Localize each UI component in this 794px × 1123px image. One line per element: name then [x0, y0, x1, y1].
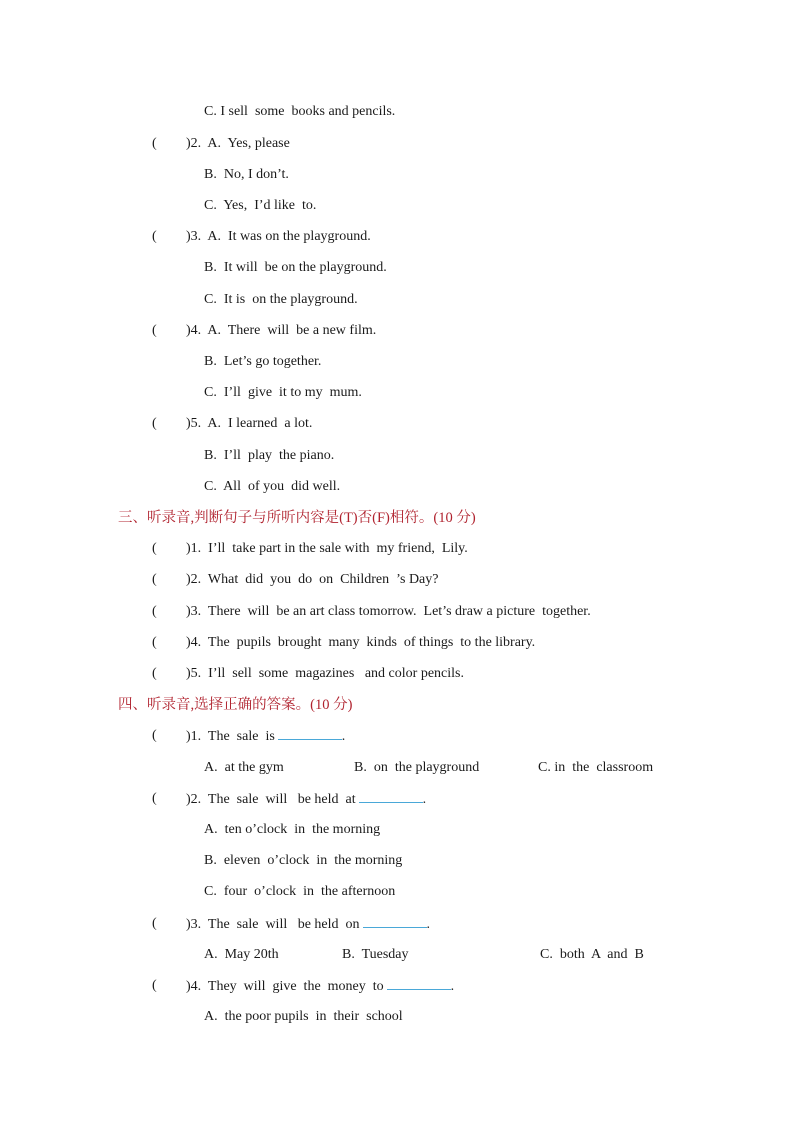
answer-blank[interactable]	[278, 727, 342, 740]
answer-blank[interactable]	[359, 790, 423, 803]
s4-q1-option-a: A. at the gym	[204, 760, 284, 775]
answer-paren[interactable]: (	[152, 323, 157, 338]
q2-option-c: C. Yes, I’d like to.	[204, 198, 317, 213]
section-3-heading: 三、听录音,判断句子与所听内容是(T)否(F)相符。(10 分)	[118, 510, 476, 526]
question-text: )3. The sale will be held on	[186, 917, 360, 932]
answer-blank[interactable]	[363, 915, 427, 928]
s3-item-4: )4. The pupils brought many kinds of things to the library.	[186, 635, 536, 650]
q3-option-a: )3. A. It was on the playground.	[186, 229, 371, 244]
s4-q2-option-c: C. four o’clock in the afternoon	[204, 884, 396, 899]
s3-item-5: )5. I’ll sell some magazines and color pencils.	[186, 666, 464, 681]
s4-q2-option-a: A. ten o’clock in the morning	[204, 822, 381, 837]
s4-q1-option-c: C. in the classroom	[538, 760, 654, 775]
s3-item-2: )2. What did you do on Children ’s Day?	[186, 572, 439, 587]
answer-paren[interactable]: (	[152, 572, 157, 587]
q3-option-c: C. It is on the playground.	[204, 292, 358, 307]
s4-q1-option-b: B. on the playground	[354, 760, 480, 775]
q2-option-b: B. No, I don’t.	[204, 167, 289, 182]
answer-paren[interactable]: (	[152, 728, 157, 743]
q5-option-c: C. All of you did well.	[204, 479, 341, 494]
question-text: )2. The sale will be held at	[186, 792, 356, 807]
answer-paren[interactable]: (	[152, 416, 157, 431]
punct: .	[341, 729, 346, 744]
section-4-heading: 四、听录音,选择正确的答案。(10 分)	[118, 697, 353, 713]
s4-q3-stem	[186, 915, 430, 934]
s4-q1-stem	[186, 727, 345, 746]
s4-q3-option-c: C. both A and B	[540, 947, 644, 962]
q2-option-a: )2. A. Yes, please	[186, 136, 290, 151]
s4-q4-stem	[186, 977, 454, 996]
answer-paren[interactable]: (	[152, 916, 157, 931]
s4-q2-option-b: B. eleven o’clock in the morning	[204, 853, 403, 868]
answer-paren[interactable]: (	[152, 635, 157, 650]
answer-paren[interactable]: (	[152, 666, 157, 681]
answer-paren[interactable]: (	[152, 541, 157, 556]
q4-option-a: )4. A. There will be a new film.	[186, 323, 377, 338]
q5-option-b: B. I’ll play the piano.	[204, 448, 335, 463]
s3-item-3: )3. There will be an art class tomorrow. Let’s draw a picture together.	[186, 604, 591, 619]
s4-q3-option-a: A. May 20th	[204, 947, 279, 962]
s4-q2-stem	[186, 790, 426, 809]
question-text: )4. They will give the money to	[186, 979, 384, 994]
q4-option-c: C. I’ll give it to my mum.	[204, 385, 362, 400]
punct: .	[422, 792, 427, 807]
q3-option-b: B. It will be on the playground.	[204, 260, 387, 275]
answer-paren[interactable]: (	[152, 978, 157, 993]
q4-option-b: B. Let’s go together.	[204, 354, 322, 369]
answer-paren[interactable]: (	[152, 604, 157, 619]
q5-option-a: )5. A. I learned a lot.	[186, 416, 313, 431]
punct: .	[426, 917, 431, 932]
s3-item-1: )1. I’ll take part in the sale with my friend, Lily.	[186, 541, 468, 556]
answer-paren[interactable]: (	[152, 229, 157, 244]
question-text: )1. The sale is	[186, 729, 275, 744]
q1-option-c: C. I sell some books and pencils.	[204, 104, 396, 119]
answer-paren[interactable]: (	[152, 136, 157, 151]
answer-blank[interactable]	[387, 977, 451, 990]
s4-q3-option-b: B. Tuesday	[342, 947, 409, 962]
answer-paren[interactable]: (	[152, 791, 157, 806]
punct: .	[450, 979, 455, 994]
s4-q4-option-a: A. the poor pupils in their school	[204, 1009, 403, 1024]
